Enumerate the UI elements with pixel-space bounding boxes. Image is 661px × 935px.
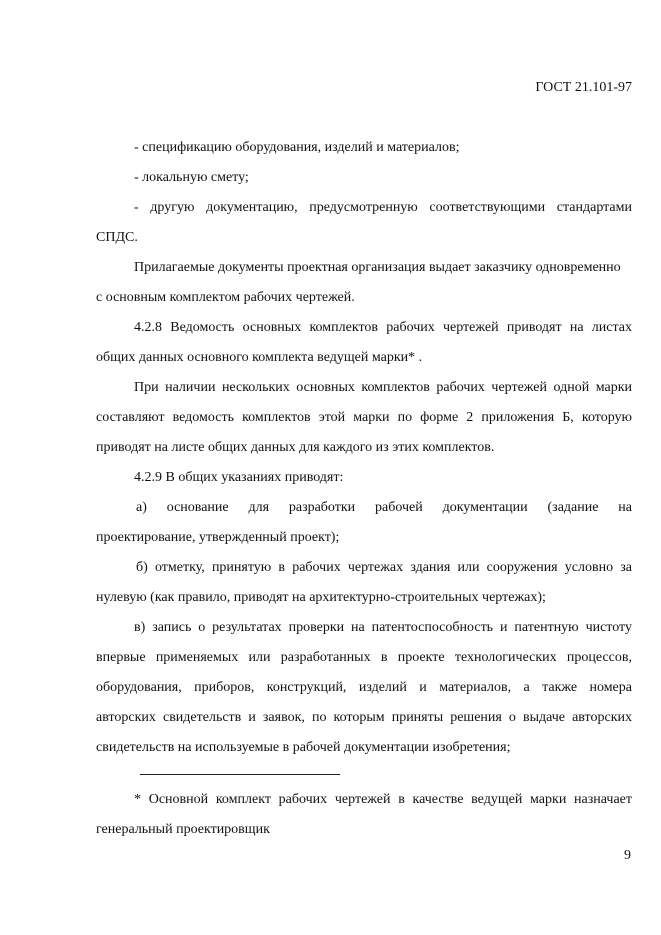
text-line: впервые применяемых или разработанных в проекте технологических процессов,: [96, 650, 632, 665]
text-line: - локальную смету;: [134, 170, 249, 185]
page-number: 9: [624, 848, 631, 863]
text-line: свидетельств на используемые в рабочей документации изобретения;: [96, 740, 511, 755]
text-line: - спецификацию оборудования, изделий и материалов;: [134, 140, 460, 155]
text-line: нулевую (как правило, приводят на архитектурно-строительных чертежах);: [96, 590, 546, 605]
footnote-divider: [140, 774, 340, 775]
text-line: с основным комплектом рабочих чертежей.: [96, 290, 355, 305]
text-line: - другую документацию, предусмотренную соответствующими стандартами: [134, 200, 632, 215]
text-line: оборудования, приборов, конструкций, изделий и материалов, а также номера: [96, 680, 632, 695]
text-line: а) основание для разработки рабочей документации (задание на: [136, 500, 632, 515]
footnote-text: * Основной комплект рабочих чертежей в качестве ведущей марки назначает: [134, 792, 632, 807]
footnote-text: генеральный проектировщик: [96, 822, 270, 837]
text-line: При наличии нескольких основных комплектов рабочих чертежей одной марки: [134, 380, 632, 395]
text-line: 4.2.9 В общих указаниях приводят:: [134, 470, 344, 485]
text-line: в) запись о результатах проверки на патентоспособность и патентную чистоту: [134, 620, 632, 635]
text-line: приводят на листе общих данных для каждого из этих комплектов.: [96, 440, 495, 455]
text-line: б) отметку, принятую в рабочих чертежах здания или сооружения условно за: [136, 560, 632, 575]
text-line: СПДС.: [96, 230, 138, 245]
text-line: Прилагаемые документы проектная организация выдает заказчику одновременно: [134, 260, 621, 275]
document-code: ГОСТ 21.101-97: [535, 80, 632, 95]
text-line: 4.2.8 Ведомость основных комплектов рабочих чертежей приводят на листах: [134, 320, 632, 335]
text-line: проектирование, утвержденный проект);: [96, 530, 340, 545]
text-line: общих данных основного комплекта ведущей марки* .: [96, 350, 423, 365]
text-line: составляют ведомость комплектов этой марки по форме 2 приложения Б, которую: [96, 410, 632, 425]
text-line: авторских свидетельств и заявок, по которым приняты решения о выдаче авторских: [96, 710, 632, 725]
